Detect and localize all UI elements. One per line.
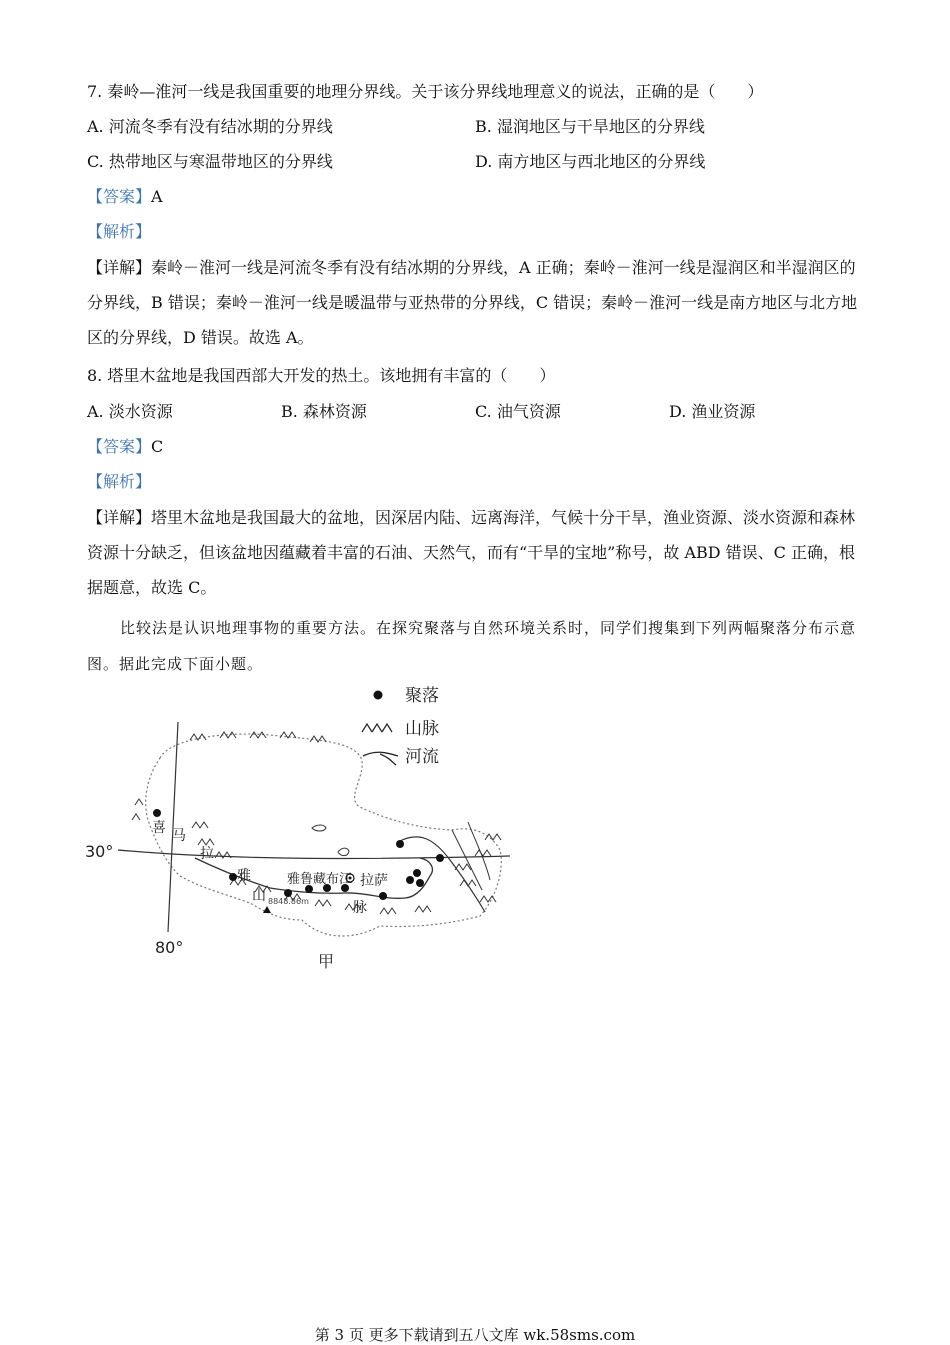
eastern-river	[398, 837, 485, 912]
q7-option-a: A. 河流冬季有没有结冰期的分界线	[87, 117, 333, 136]
city-label: 拉萨	[360, 873, 388, 889]
q8-option-b: B. 森林资源	[281, 402, 367, 421]
legend-mountain-label: 山脉	[405, 719, 439, 739]
range-label-char: 喜	[152, 820, 166, 836]
answer-tag: 【答案】	[87, 437, 152, 456]
kunlun-mountains	[190, 732, 326, 742]
q8-option-d: D. 渔业资源	[669, 402, 756, 421]
map-caption: 甲	[318, 952, 335, 971]
legend-mountain-icon	[362, 724, 392, 732]
q8-option-c: C. 油气资源	[475, 402, 561, 421]
page-footer: 第 3 页 更多下载请到五八文库 wk.58sms.com	[314, 1326, 636, 1344]
settlement-dot	[406, 876, 414, 884]
peak-triangle-icon	[263, 906, 271, 913]
q7-detail-text: 秦岭－淮河一线是河流冬季有没有结冰期的分界线，A 正确；秦岭－淮河一线是湿润区和半湿润区的分界线，B 错误；秦岭－淮河一线是暖温带与亚热带的分界线，C 错误；秦岭－淮河一线是南方地区与北方地区的分界线，D 错误。故选 A。	[87, 258, 858, 347]
q7-analysis-tag: 【解析】	[87, 222, 152, 241]
legend-settlement-label: 聚落	[405, 686, 439, 706]
lake	[312, 825, 326, 831]
range-label-char: 马	[172, 828, 186, 844]
settlement-dot	[153, 809, 161, 817]
peak-label: 8848.86m	[268, 897, 309, 906]
q8-option-a: A. 淡水资源	[87, 402, 173, 421]
legend-river-icon	[363, 752, 398, 765]
q8-analysis-tag: 【解析】	[87, 472, 152, 491]
settlement-dot	[284, 889, 292, 897]
range-label-char: 雅	[237, 868, 251, 884]
detail-tag: 【详解】	[87, 258, 152, 277]
q7-option-d: D. 南方地区与西北地区的分界线	[475, 152, 706, 171]
settlement-dot	[379, 892, 387, 900]
settlement-dot	[396, 840, 404, 848]
longitude-80-line	[168, 722, 178, 932]
settlement-dot	[436, 854, 444, 862]
latitude-label: 30°	[85, 842, 114, 861]
longitude-label: 80°	[155, 938, 184, 957]
q8-answer-value: C	[151, 437, 164, 456]
settlement-dot	[416, 879, 424, 887]
q7-option-c: C. 热带地区与寒温带地区的分界线	[87, 152, 333, 171]
q7-answer-value: A	[151, 187, 163, 206]
q7-stem: 7. 秦岭—淮河一线是我国重要的地理分界线。关于该分界线地理意义的说法，正确的是（ ）	[87, 82, 764, 101]
settlement-dot	[413, 869, 421, 877]
river-label: 雅鲁藏布江	[287, 872, 353, 887]
q7-option-b: B. 湿润地区与干旱地区的分界线	[475, 117, 705, 136]
range-label-char: 拉	[200, 846, 214, 862]
range-label-char: 脉	[353, 900, 367, 916]
q8-answer	[87, 437, 163, 457]
q8-detail	[87, 500, 863, 605]
answer-tag: 【答案】	[87, 187, 152, 206]
range-label-char: 山	[252, 888, 266, 904]
q8-stem: 8. 塔里木盆地是我国西部大开发的热土。该地拥有丰富的（ ）	[87, 366, 556, 385]
q7-answer	[87, 187, 163, 207]
eastern-river-2	[452, 822, 490, 890]
detail-tag: 【详解】	[87, 508, 152, 527]
lake	[338, 848, 349, 856]
legend-river-label: 河流	[405, 747, 439, 767]
q7-detail	[87, 250, 863, 355]
settlement-dot	[229, 873, 237, 881]
q8-detail-text: 塔里木盆地是我国最大的盆地，因深居内陆、远离海洋，气候十分干旱，渔业资源、淡水资源和森林资源十分缺乏，但该盆地因蕴藏着丰富的石油、天然气，而有“干旱的宝地”称号，故 ABD 错误、C 正确，根据题意，故选 C。	[87, 508, 856, 597]
settlement-map	[80, 680, 540, 980]
latitude-30-line	[118, 850, 510, 858]
eastern-mountains	[455, 834, 501, 902]
legend-settlement-dot	[374, 691, 383, 700]
intro-paragraph: 比较法是认识地理事物的重要方法。在探究聚落与自然环境关系时，同学们搜集到下列两幅聚落分布示意图。据此完成下面小题。	[87, 619, 857, 673]
